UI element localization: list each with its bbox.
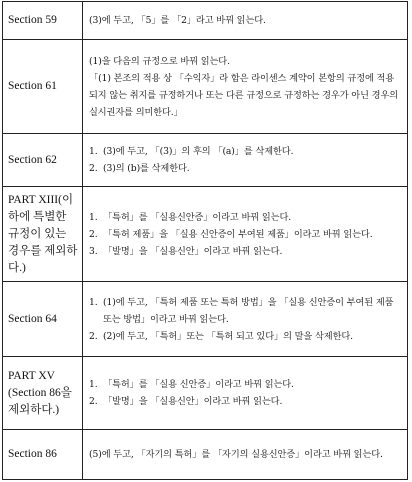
item-text: (1)에 두고, 「특허 제품 또는 특허 방법」을 「실용 신안증이 부여된 제품 또는 방법」이라고 바꿔 읽는다. <box>103 296 394 325</box>
list-item <box>89 143 402 160</box>
table-row <box>3 187 408 282</box>
list-item <box>89 393 402 410</box>
provision-text: (5)에 두고, 「자기의 특허」를 「자기의 실용신안증」이라고 바꿔 읽는다. <box>83 430 408 480</box>
table-row <box>3 430 408 480</box>
provision-cell <box>83 40 408 134</box>
item-text: 「발명」을 「실용신안」이라고 바꿔 읽는다. <box>103 396 283 407</box>
section-cell: Section 86 <box>3 430 83 480</box>
list-item <box>89 328 402 345</box>
table-row <box>3 134 408 187</box>
section-cell: Section 59 <box>3 2 83 40</box>
item-number: 2. <box>89 163 98 174</box>
list-item <box>89 243 402 260</box>
provision-cell <box>83 357 408 430</box>
section-cell: PART XV (Section 86을 제외하다.) <box>3 357 83 430</box>
section-cell: Section 62 <box>3 134 83 187</box>
provision-text: (3)에 두고, 「5」를 「2」라고 바꿔 읽는다. <box>83 2 408 40</box>
item-text: (3)의 (b)를 삭제한다. <box>103 163 190 174</box>
item-text: (2)에 두고, 「특허」또는 「특허 되고 있다」의 말을 삭제한다. <box>103 330 353 342</box>
provision-line: (1)을 다음의 규정으로 바꿔 읽는다. <box>89 55 230 67</box>
table-row <box>3 282 408 357</box>
section-cell: Section 64 <box>3 282 83 357</box>
provision-cell <box>83 134 408 187</box>
provision-quote: 「(1) 본조의 적용 상 「수익자」라 함은 라이센스 계약이 본항의 규정에 적용되지 않는 취지를 규정하거나 또는 다른 규정으로 규정하는 경우가 아닌 경우의 실시권자를 의미한다.」 <box>89 72 399 118</box>
section-cell: PART XIII(이하에 특별한 규정이 있는 경우를 제외하다.) <box>3 187 83 282</box>
list-item <box>89 226 402 243</box>
table-row <box>3 2 408 40</box>
list-item <box>89 160 402 177</box>
item-number: 2. <box>89 330 98 342</box>
item-text: 「발명」을 「실용신안」이라고 바꿔 읽는다. <box>103 245 283 257</box>
list-item <box>89 294 402 328</box>
list-item <box>89 209 402 226</box>
table-row <box>3 357 408 430</box>
item-number: 2. <box>89 396 98 407</box>
section-cell: Section 61 <box>3 40 83 134</box>
item-text: 「특허 제품」을 「실용 신안증이 부여된 제품」이라고 바꿔 읽는다. <box>103 228 373 240</box>
provision-cell <box>83 187 408 282</box>
item-text: 「특허」를 「실용 신안증」이라고 바꿔 읽는다. <box>103 379 294 390</box>
list-item <box>89 376 402 393</box>
item-number: 1. <box>89 146 98 157</box>
provision-cell <box>83 282 408 357</box>
amendment-table <box>2 1 408 480</box>
item-text: (3)에 두고, 「(3)」의 후의 「(a)」를 삭제한다. <box>103 146 294 157</box>
item-number: 3. <box>89 245 98 257</box>
item-text: 「특허」를 「실용신안증」이라고 바꿔 읽는다. <box>103 211 292 223</box>
item-number: 2. <box>89 228 98 240</box>
table-row <box>3 40 408 134</box>
item-number: 1. <box>89 296 98 308</box>
item-number: 1. <box>89 211 98 223</box>
item-number: 1. <box>89 379 98 390</box>
